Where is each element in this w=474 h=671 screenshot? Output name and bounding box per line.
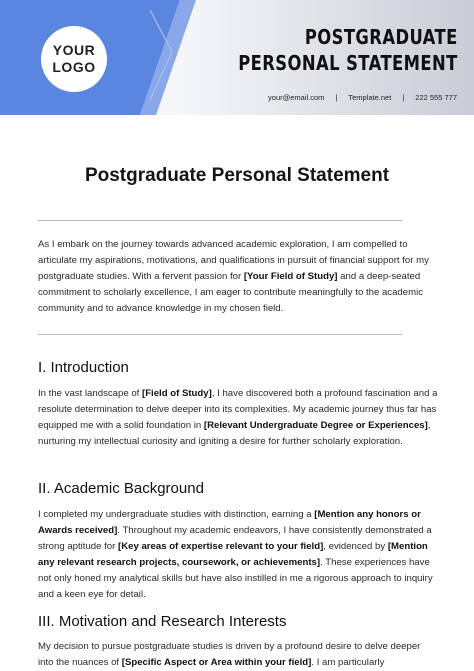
placeholder-field: [Your Field of Study] (243, 270, 338, 282)
section-heading-motivation: III. Motivation and Research Interests (38, 613, 287, 630)
text-run: . Throughout my academic endeavors, I have consistently demonstrated a strong aptitude for (38, 524, 432, 552)
placeholder-field: [Relevant Undergraduate Degree or Experiences] (203, 419, 428, 431)
introduction-paragraph (38, 386, 438, 450)
text-run: . I am particularly (311, 656, 385, 668)
divider (38, 334, 402, 335)
divider (38, 220, 402, 221)
header-banner (0, 0, 474, 115)
document-title: Postgraduate Personal Statement (84, 165, 390, 186)
contact-website[interactable]: Template.net (348, 93, 392, 102)
text-run: , nurturing my intellectual curiosity and igniting a desire for further scholarly exploration. (38, 419, 431, 447)
text-run: . These experiences have not only honed my analytical skills but have also instilled in me a rigorous approach to inquiry and a keen eye for detail. (38, 556, 433, 600)
contact-bar (268, 93, 457, 102)
academic-background-paragraph (38, 507, 438, 602)
placeholder-field: [Mention any honors or Awards received] (38, 509, 421, 536)
placeholder-field: [Field of Study] (142, 388, 212, 399)
contact-separator: | (335, 93, 338, 102)
text-run: , evidenced by (323, 540, 388, 552)
contact-separator: | (402, 93, 405, 102)
contact-email[interactable]: your@email.com (268, 93, 325, 102)
contact-phone: 222 555 777 (415, 93, 457, 102)
section-heading-introduction: I. Introduction (38, 359, 129, 376)
logo-text: YOUR LOGO (52, 42, 96, 75)
intro-paragraph (38, 237, 438, 317)
text-run: My decision to pursue postgraduate studies is driven by a profound desire to delve deeper into the nuances of (38, 641, 421, 668)
header-title-line-1: POSTGRADUATE (305, 25, 458, 49)
text-run: As I embark on the journey towards advanced academic exploration, I am compelled to articulate my aspirations, motivations, and qualifications in pursuit of financial support for my postgraduate studies. With a fervent passion for (38, 239, 429, 282)
logo (41, 26, 107, 92)
placeholder-field: [Key areas of expertise relevant to your field] (118, 540, 324, 552)
section-heading-academic-background: II. Academic Background (38, 480, 204, 497)
motivation-paragraph (38, 639, 438, 671)
text-run: and a deep-seated commitment to scholarly excellence, I am eager to contribute meaningfully to the academic community and to advance knowledge in my chosen field. (38, 270, 424, 314)
text-run: I completed my undergraduate studies with distinction, earning a (38, 509, 315, 520)
header-title-line-2: PERSONAL STATEMENT (238, 51, 458, 75)
header-title (238, 24, 458, 76)
placeholder-field: [Specific Aspect or Area within your field] (121, 656, 312, 668)
placeholder-field: [Mention any relevant research projects, coursework, or achievements] (38, 540, 428, 568)
text-run: In the vast landscape of (38, 388, 142, 399)
text-run: , I have discovered both a profound fascination and a resolute determination to delve deeper into its complexities. My academic journey thus far has equipped me with a solid foundation in (38, 388, 438, 431)
